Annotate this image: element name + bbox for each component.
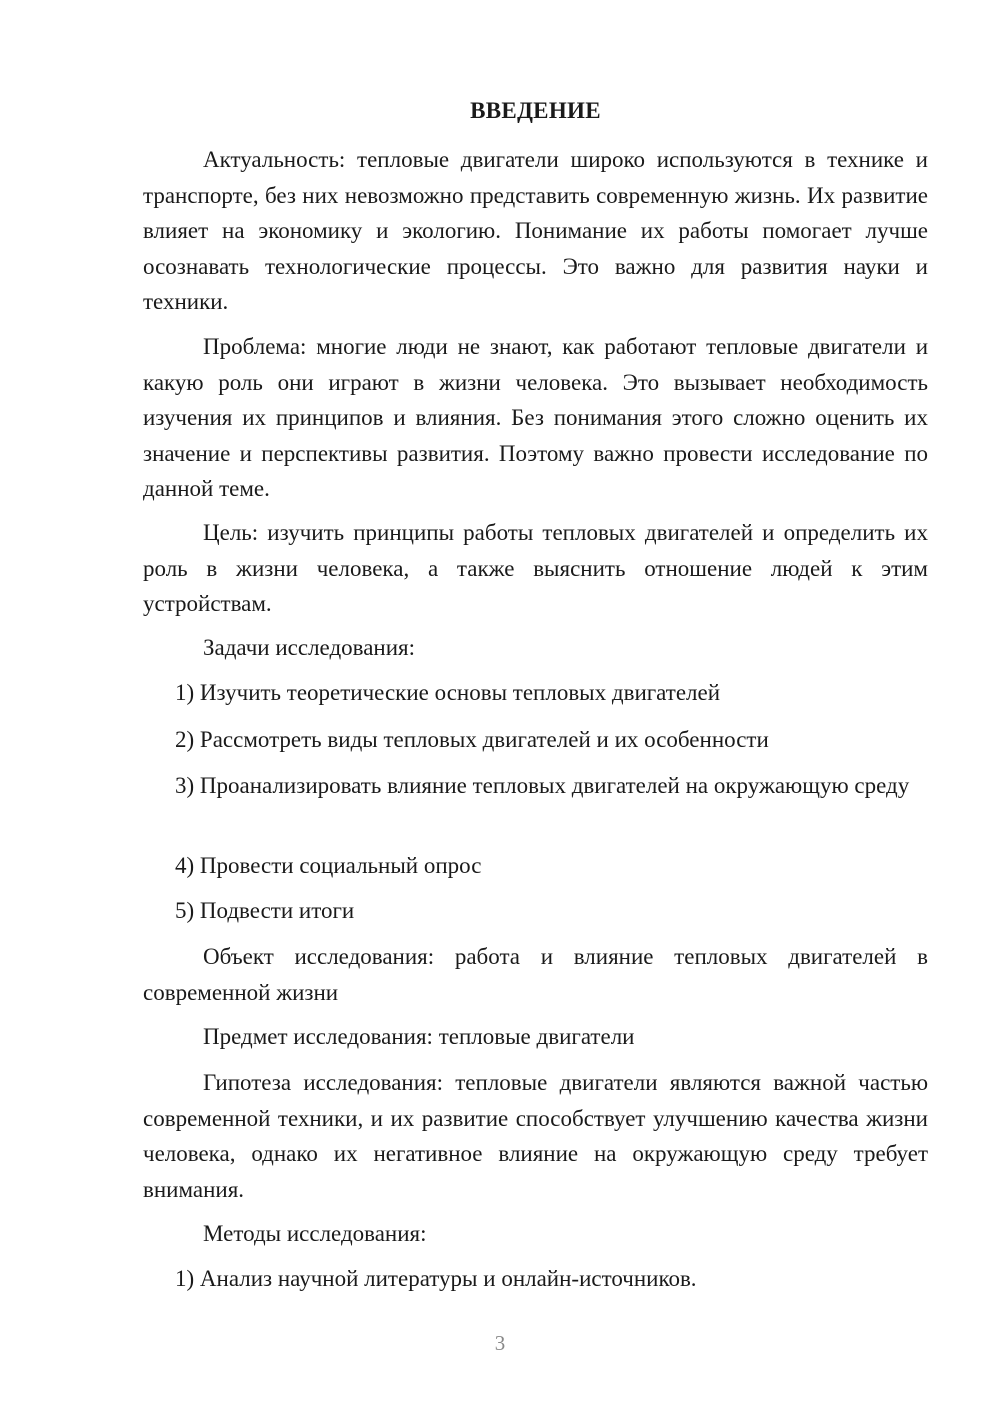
paragraph-problem: Проблема: многие люди не знают, как работают тепловые двигатели и какую роль они играют в жизни человека. Это вызывает необходимость изучения их принципов и влияния. Без понимания этого сложно оценить их значение и перспективы развития. Поэтому важно провести исследование по данной теме. (143, 334, 928, 501)
paragraph-subject: Предмет исследования: тепловые двигатели (203, 1024, 635, 1049)
methods-heading: Методы исследования: (203, 1221, 427, 1246)
section-title: ВВЕДЕНИЕ (470, 98, 601, 123)
paragraph-hypothesis: Гипотеза исследования: тепловые двигатели являются важной частью современной техники, и их развитие способствует улучшению качества жизни человека, однако их негативное влияние на окружающую среду требует внимания. (143, 1070, 928, 1202)
method-item-1: 1) Анализ научной литературы и онлайн-источников. (175, 1266, 697, 1291)
task-item-4: 4) Провести социальный опрос (175, 853, 482, 878)
tasks-heading: Задачи исследования: (203, 635, 416, 660)
paragraph-relevance: Актуальность: тепловые двигатели широко используются в технике и транспорте, без них невозможно представить современную жизнь. Их развитие влияет на экономику и экологию. Понимание их работы помогает лучше осознавать технологические процессы. Это важно для развития науки и техники. (143, 147, 928, 314)
document-page (143, 0, 928, 1414)
page-number: 3 (494, 1331, 506, 1355)
paragraph-object: Объект исследования: работа и влияние тепловых двигателей в современной жизни (143, 944, 928, 1005)
task-item-3: 3) Проанализировать влияние тепловых двигателей на окружающую среду (175, 773, 910, 798)
task-item-2: 2) Рассмотреть виды тепловых двигателей и их особенности (175, 727, 769, 752)
task-item-1: 1) Изучить теоретические основы тепловых двигателей (175, 680, 721, 705)
paragraph-goal: Цель: изучить принципы работы тепловых двигателей и определить их роль в жизни человека, а также выяснить отношение людей к этим устройствам. (143, 520, 928, 616)
task-item-5: 5) Подвести итоги (175, 898, 355, 923)
